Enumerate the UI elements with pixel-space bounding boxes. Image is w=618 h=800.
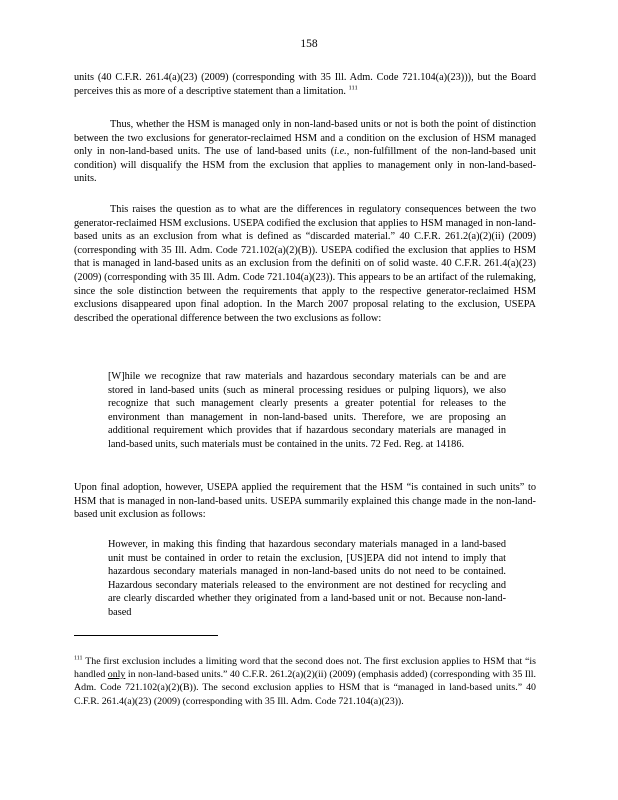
paragraph-final-adoption: Upon final adoption, however, USEPA applied the requirement that the HSM “is contained in such units” to HSM that is managed in non-land-based units. USEPA summarily explained this change made in the non-land-based unit exclusion as follows: xyxy=(74,482,536,521)
paragraph-text: , non-fulfillment of the non-land-based unit condition) will disqualify the HSM from the exclusion that applies to management only in non-land-based-units. xyxy=(74,146,536,185)
footnote-number: 111 xyxy=(74,655,83,662)
paragraph-regulatory-consequences: This raises the question as to what are the differences in regulatory consequences between the two generator-reclaimed HSM exclusions. USEPA codified the exclusion that applies to HSM managed in non-land-based units as an exclusion from what is defined as “discarded material.” 40 C.F.R. 261.2(a)(2)(ii) (2009) (corresponding with 35 Ill. Adm. Code 721.102(a)(2)(B)). USEPA codified the exclusion that applies to HSM that is managed in land-based units as an exclusion from the definiti on of solid waste. 40 C.F.R. 261.4(a)(23) (2009) (corresponding with 35 Ill. Adm. Code 721.104(a)(23)). This appears to be an artifact of the rulemaking, since the sole distinction between the requirements that apply to the respective generator-reclaimed HSM exclusions disappeared upon final adoption. In the March 2007 proposal relating to the exclusion, USEPA described the operational difference between the two exclusions as follow: xyxy=(74,204,536,324)
paragraph-text: units (40 C.F.R. 261.4(a)(23) (2009) (corresponding with 35 Ill. Adm. Code 721.104(a)(23))), but the Board perceives this as more of a descriptive statement than a limitation. xyxy=(74,72,536,97)
footnote-separator xyxy=(74,635,218,636)
footnote-emphasis: only xyxy=(107,669,126,681)
paragraph-exclusion-distinction xyxy=(74,118,536,186)
page-number: 158 xyxy=(300,38,318,50)
block-quote-proposal: [W]hile we recognize that raw materials and hazardous secondary materials can be and are stored in land-based units (such as mineral processing residues or pulping liquors), we also recognize that such management clearly presents a greater potential for releases to the environment than management in non-land-based units. Therefore, we are proposing an additional requirement which provides that if hazardous secondary materials are managed in land-based units, such materials must be contained in the units. 72 Fed. Reg. at 14186. xyxy=(108,371,506,450)
italic-ie: i.e. xyxy=(334,146,347,158)
footnote-reference[interactable]: 111 xyxy=(348,84,358,92)
paragraph-text: Thus, whether the HSM is managed only in non-land-based units or not is both the point of distinction between the two exclusions for generator-reclaimed HSM and a condition on the exclusion of HSM managed only in non-land-based units. The use of land-based units ( xyxy=(74,119,536,158)
footnote-text: in non-land-based units.” 40 C.F.R. 261.2(a)(2)(ii) (2009) (emphasis added) (corresponding with 35 Ill. Adm. Code 721.102(a)(2)(B)). The second exclusion applies to HSM that is “managed in land-based units.” 40 C.F.R. 261.4(a)(23) (2009) (corresponding with 35 Ill. Adm. Code 721.104(a)(23)). xyxy=(74,669,536,707)
block-quote-final-rule: However, in making this finding that hazardous secondary materials managed in a land-based unit must be contained in order to retain the exclusion, [US]EPA did not intend to imply that hazardous secondary materials managed in non-land-based units do not need to be contained. Hazardous secondary materials released to the environment are not destined for recycling and are clearly discarded whether they originated from a land-based unit or not. Because non-land-based xyxy=(108,539,506,618)
footnote-text: The first exclusion includes a limiting word that the second does not. The first exclusion applies to HSM that “is handled xyxy=(74,656,536,681)
footnote xyxy=(74,655,536,708)
paragraph-continuation xyxy=(74,71,536,98)
